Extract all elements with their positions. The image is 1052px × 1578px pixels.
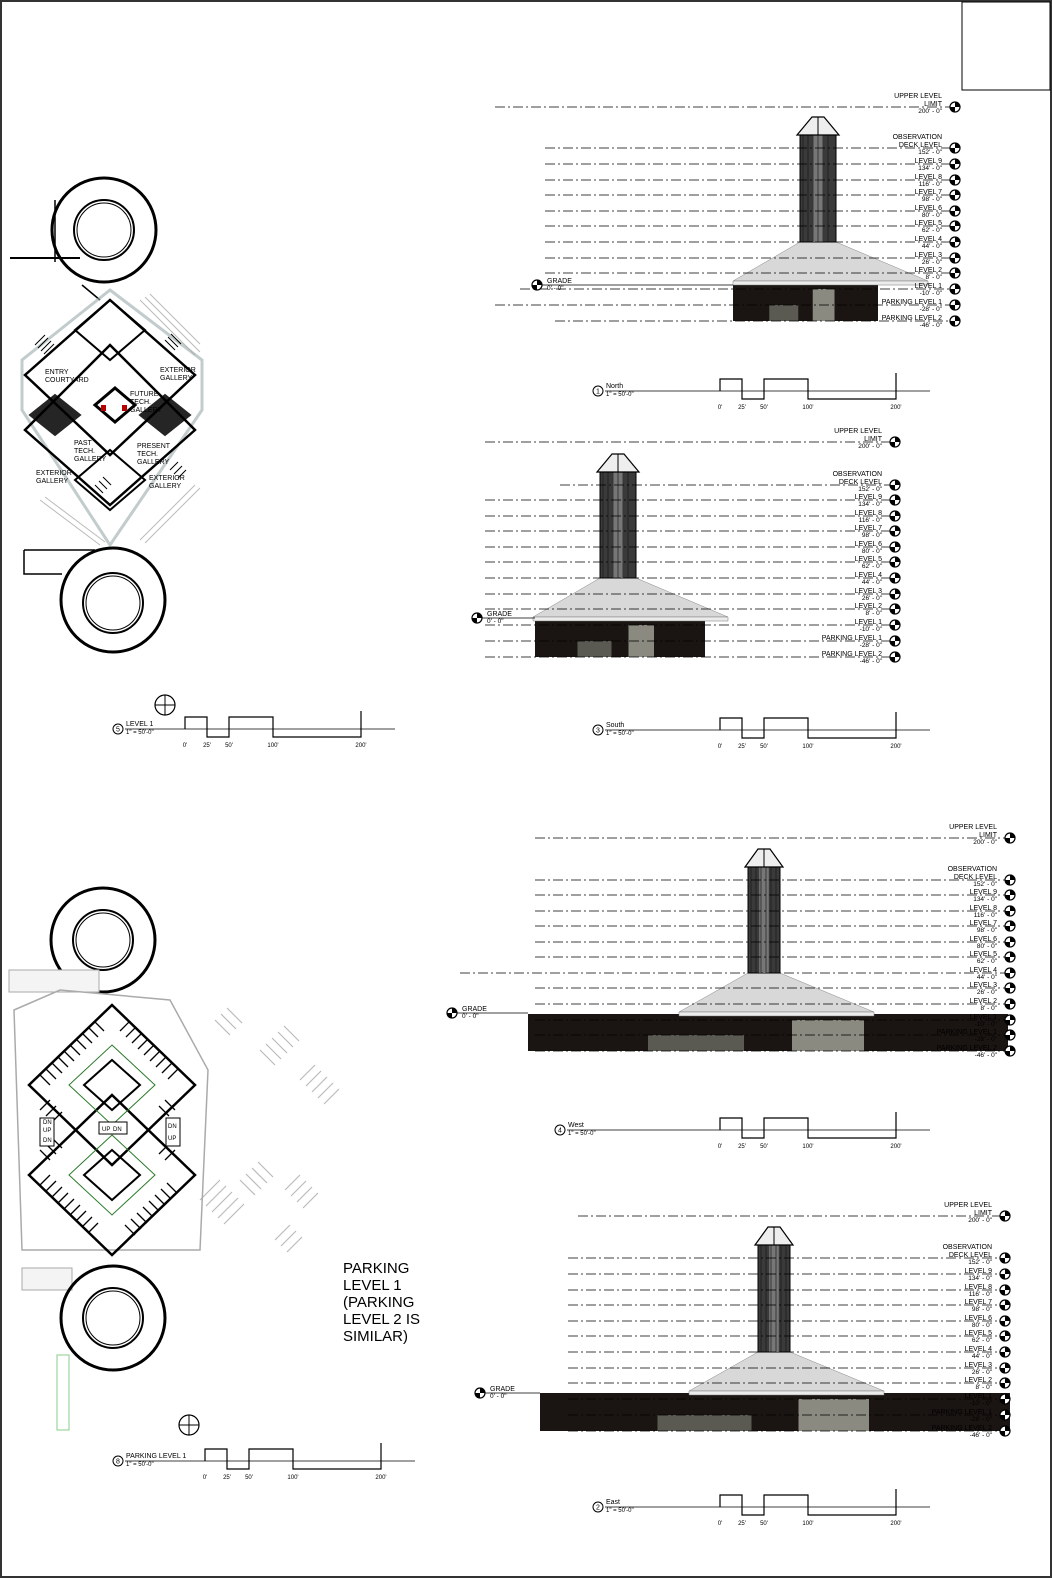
level-name-line1: UPPER LEVEL — [949, 824, 997, 831]
level-elevation: -10' - 0" — [969, 1400, 992, 1407]
view-scale: 1" = 50'-0" — [606, 731, 634, 737]
level-marker-icon — [1005, 983, 1015, 993]
parking-note-2: LEVEL 1 — [343, 1277, 402, 1294]
level-elevation: 8' - 0" — [980, 1005, 997, 1012]
level-marker-icon — [475, 1388, 485, 1398]
level-marker-icon — [1000, 1426, 1010, 1436]
roof-cone — [733, 242, 928, 281]
scale-tick-label: 25' — [738, 1144, 746, 1150]
level-name: LEVEL 3 — [964, 1362, 992, 1369]
podium-shade — [658, 1415, 752, 1431]
title-block-corner — [962, 2, 1050, 90]
level-name: LEVEL 2 — [964, 1377, 992, 1384]
level-elevation: 80' - 0" — [921, 212, 942, 219]
scale-tick-label: 50' — [760, 1144, 768, 1150]
level-name: LEVEL 9 — [964, 1268, 992, 1275]
level-name: PARKING LEVEL 2 — [881, 315, 942, 322]
room-label-past-3: GALLERY — [74, 456, 107, 463]
scale-bar-level1 — [113, 711, 395, 749]
podium-shade — [648, 1035, 744, 1051]
room-label-entry-1: ENTRY — [45, 369, 69, 376]
room-label-past-2: TECH. — [74, 448, 95, 455]
level-marker-icon — [890, 557, 900, 567]
level-name: PARKING LEVEL 1 — [931, 1409, 992, 1416]
level-elevation: 200' - 0" — [968, 1217, 992, 1224]
level-elevation: 134' - 0" — [968, 1275, 992, 1282]
view-scale: 1" = 50'-0" — [126, 1462, 154, 1468]
view-title: PARKING LEVEL 1 — [126, 1453, 187, 1460]
level-name: LEVEL 4 — [914, 236, 942, 243]
level-marker-icon — [1000, 1347, 1010, 1357]
level-elevation: 98' - 0" — [861, 532, 882, 539]
scale-tick-label: 100' — [802, 1521, 814, 1527]
level-name-line1: OBSERVATION — [832, 471, 882, 478]
level-elevation: 152' - 0" — [968, 1259, 992, 1266]
scale-bar-north — [593, 373, 930, 411]
scale-tick-label: 50' — [760, 405, 768, 411]
level-name: LEVEL 7 — [969, 920, 997, 927]
level-elevation: -46' - 0" — [919, 322, 942, 329]
upper-pavilion — [679, 1012, 874, 1016]
level-marker-icon — [950, 206, 960, 216]
level-elevation: -28' - 0" — [969, 1416, 992, 1423]
level-name: LEVEL 5 — [964, 1330, 992, 1337]
level-elevation: 116' - 0" — [918, 181, 942, 188]
level-marker-icon — [1005, 952, 1015, 962]
level-marker-icon — [1000, 1211, 1010, 1221]
view-title: LEVEL 1 — [126, 721, 154, 728]
room-label-future-1: FUTURE — [130, 391, 159, 398]
grade-elevation: 0' - 0" — [487, 618, 504, 625]
scale-bar-graphic — [205, 1443, 381, 1469]
parking-note-5: SIMILAR) — [343, 1328, 409, 1345]
level-name: LEVEL 8 — [914, 174, 942, 181]
level-name-line1: OBSERVATION — [892, 134, 942, 141]
scale-tick-label: 25' — [738, 405, 746, 411]
level-name: LIMIT — [979, 832, 997, 839]
scale-tick-label: 0' — [717, 1144, 723, 1150]
scale-tick-label: 25' — [738, 744, 746, 750]
room-label-extgal-sw-2: GALLERY — [36, 478, 69, 485]
ramp-mark-7: UP — [168, 1136, 177, 1142]
view-scale: 1" = 50'-0" — [126, 730, 154, 736]
level-name: LEVEL 1 — [964, 1393, 992, 1400]
level-name: LIMIT — [864, 436, 882, 443]
elevation-west — [447, 824, 1015, 1059]
scale-tick-label: 0' — [717, 1521, 723, 1527]
level-marker-icon — [890, 652, 900, 662]
podium-shade — [769, 305, 798, 321]
level-elevation: 152' - 0" — [918, 149, 942, 156]
grade-label: GRADE — [462, 1006, 487, 1013]
level-marker-icon — [890, 526, 900, 536]
level-marker-icon — [890, 636, 900, 646]
level-name: LEVEL 9 — [854, 494, 882, 501]
grade-label: GRADE — [490, 1386, 515, 1393]
level-marker-icon — [1000, 1363, 1010, 1373]
roof-cone — [679, 973, 874, 1012]
north-arrow-icon — [179, 1415, 199, 1435]
level-elevation: 152' - 0" — [858, 486, 882, 493]
level-marker-icon — [950, 143, 960, 153]
level-marker-icon — [1000, 1253, 1010, 1263]
scale-tick-label: 100' — [287, 1475, 299, 1481]
scale-tick-label: 200' — [890, 405, 902, 411]
room-label-future-2: TECH. — [130, 399, 151, 406]
level-marker-icon — [1000, 1394, 1010, 1404]
ramp-mark-1: DN — [43, 1120, 52, 1126]
level-name: LEVEL 5 — [969, 951, 997, 958]
level-elevation: -46' - 0" — [974, 1052, 997, 1059]
level-marker-icon — [950, 159, 960, 169]
level-elevation: -10' - 0" — [974, 1021, 997, 1028]
level-elevation: 62' - 0" — [921, 227, 942, 234]
level-name: DECK LEVEL — [948, 1252, 992, 1259]
room-label-extgal-se-1: EXTERIOR — [149, 475, 185, 482]
level-marker-icon — [950, 284, 960, 294]
ramp-mark-4: UP — [102, 1127, 111, 1133]
level-name-line1: UPPER LEVEL — [894, 93, 942, 100]
scale-tick-label: 0' — [717, 405, 723, 411]
bottom-ramp-helix — [24, 548, 165, 652]
top-ramp-helix — [10, 178, 156, 300]
level-name: LEVEL 7 — [964, 1299, 992, 1306]
level-name-line1: UPPER LEVEL — [944, 1202, 992, 1209]
level-marker-icon — [890, 437, 900, 447]
level-marker-icon — [1005, 999, 1015, 1009]
room-label-entry-2: COURTYARD — [45, 377, 89, 384]
level-name: LEVEL 2 — [969, 998, 997, 1005]
level-name: LEVEL 8 — [969, 905, 997, 912]
level-name: LEVEL 2 — [914, 267, 942, 274]
level-marker-icon — [950, 190, 960, 200]
level-elevation: 200' - 0" — [918, 108, 942, 115]
level-name: PARKING LEVEL 2 — [936, 1045, 997, 1052]
level-elevation: 98' - 0" — [921, 196, 942, 203]
elevation-east — [475, 1202, 1010, 1439]
level-marker-icon — [950, 316, 960, 326]
view-title: East — [606, 1499, 621, 1506]
scale-tick-label: 0' — [717, 744, 723, 750]
room-label-present-3: GALLERY — [137, 459, 170, 466]
level-name: LEVEL 4 — [854, 572, 882, 579]
scale-tick-label: 200' — [355, 743, 367, 749]
level-elevation: -46' - 0" — [859, 658, 882, 665]
ramp-mark-2: UP — [43, 1128, 52, 1134]
level-marker-icon — [890, 620, 900, 630]
level-marker-icon — [1005, 1046, 1015, 1056]
scale-tick-label: 200' — [890, 1521, 902, 1527]
level-marker-icon — [950, 300, 960, 310]
podium-shade — [792, 1020, 864, 1051]
elevation-north — [495, 93, 960, 329]
level-name: LEVEL 8 — [854, 510, 882, 517]
level-marker-icon — [1000, 1316, 1010, 1326]
level-name-line1: UPPER LEVEL — [834, 428, 882, 435]
level-name: LEVEL 2 — [854, 603, 882, 610]
level-name: LEVEL 4 — [969, 967, 997, 974]
level-name: PARKING LEVEL 2 — [931, 1425, 992, 1432]
room-label-present-1: PRESENT — [137, 443, 171, 450]
scale-bar-east — [593, 1489, 930, 1527]
view-number: 2 — [596, 1504, 600, 1512]
room-label-present-2: TECH. — [137, 451, 158, 458]
level-name: LEVEL 6 — [854, 541, 882, 548]
scale-tick-label: 50' — [245, 1475, 253, 1481]
elevation-south — [472, 428, 900, 665]
room-label-extgal-se-2: GALLERY — [149, 483, 182, 490]
level-marker-icon — [950, 102, 960, 112]
room-label-past-1: PAST — [74, 440, 92, 447]
parking-note-3: (PARKING — [343, 1294, 415, 1311]
level-elevation: -10' - 0" — [859, 626, 882, 633]
level-elevation: 26' - 0" — [971, 1369, 992, 1376]
level-marker-icon — [1000, 1331, 1010, 1341]
view-number: 8 — [116, 1458, 120, 1466]
scale-bar-graphic — [720, 1112, 896, 1138]
level-name: DECK LEVEL — [953, 874, 997, 881]
level-elevation: 134' - 0" — [973, 896, 997, 903]
level-elevation: 134' - 0" — [858, 501, 882, 508]
level-elevation: 44' - 0" — [861, 579, 882, 586]
level-marker-icon — [890, 573, 900, 583]
upper-pavilion — [533, 617, 728, 621]
level-elevation: -28' - 0" — [919, 306, 942, 313]
view-scale: 1" = 50'-0" — [568, 1131, 596, 1137]
room-label-extgal-ne-1: EXTERIOR — [160, 367, 196, 374]
level-elevation: -46' - 0" — [969, 1432, 992, 1439]
scale-bar-graphic — [720, 1489, 896, 1515]
level-marker-icon — [950, 175, 960, 185]
parking-plan — [9, 888, 420, 1435]
scale-bar-parking — [113, 1443, 415, 1481]
scale-bar-graphic — [720, 712, 896, 738]
level-name: LEVEL 3 — [969, 982, 997, 989]
level-marker-icon — [1005, 890, 1015, 900]
level-name: DECK LEVEL — [898, 142, 942, 149]
level-elevation: 200' - 0" — [858, 443, 882, 450]
room-label-extgal-sw-1: EXTERIOR — [36, 470, 72, 477]
scale-tick-label: 25' — [223, 1475, 231, 1481]
level-marker-icon — [1005, 833, 1015, 843]
level-elevation: 134' - 0" — [918, 165, 942, 172]
level-elevation: 116' - 0" — [858, 517, 882, 524]
level-marker-icon — [890, 604, 900, 614]
level-marker-icon — [1000, 1378, 1010, 1388]
level-elevation: 200' - 0" — [973, 839, 997, 846]
level-elevation: 8' - 0" — [975, 1384, 992, 1391]
scale-tick-label: 100' — [802, 744, 814, 750]
level-name: LEVEL 8 — [964, 1284, 992, 1291]
level-elevation: 26' - 0" — [921, 259, 942, 266]
scale-tick-label: 100' — [802, 405, 814, 411]
scale-tick-label: 100' — [267, 743, 279, 749]
view-number: 1 — [596, 388, 600, 396]
level-marker-icon — [1005, 937, 1015, 947]
roof-cone — [533, 578, 728, 617]
scale-tick-label: 0' — [182, 743, 188, 749]
level-marker-icon — [1005, 1015, 1015, 1025]
view-number: 5 — [116, 726, 120, 734]
view-number: 3 — [596, 727, 600, 735]
level-marker-icon — [447, 1008, 457, 1018]
level-marker-icon — [890, 511, 900, 521]
grade-elevation: 0' - 0" — [462, 1013, 479, 1020]
level-elevation: 152' - 0" — [973, 881, 997, 888]
level-elevation: 62' - 0" — [976, 958, 997, 965]
grade-label: GRADE — [487, 611, 512, 618]
upper-pavilion — [733, 281, 928, 285]
level-name-line1: OBSERVATION — [942, 1244, 992, 1251]
level-elevation: 8' - 0" — [865, 610, 882, 617]
view-number: 4 — [558, 1127, 562, 1135]
level-elevation: 8' - 0" — [925, 274, 942, 281]
level-name-line1: OBSERVATION — [947, 866, 997, 873]
ramp-mark-6: DN — [168, 1124, 177, 1130]
level-elevation: 26' - 0" — [976, 989, 997, 996]
level-marker-icon — [1005, 906, 1015, 916]
upper-pavilion — [689, 1391, 884, 1395]
grade-elevation: 0' - 0" — [547, 285, 564, 292]
level-marker-icon — [950, 268, 960, 278]
parking-note-4: LEVEL 2 IS — [343, 1311, 420, 1328]
level-marker-icon — [890, 542, 900, 552]
level-name: LEVEL 3 — [914, 252, 942, 259]
level-elevation: -28' - 0" — [974, 1036, 997, 1043]
level-name: LEVEL 9 — [969, 889, 997, 896]
scale-tick-label: 200' — [890, 744, 902, 750]
level-name: LIMIT — [924, 101, 942, 108]
level-name: LEVEL 6 — [964, 1315, 992, 1322]
level-elevation: -28' - 0" — [859, 642, 882, 649]
scale-tick-label: 200' — [375, 1475, 387, 1481]
level-name: LEVEL 7 — [854, 525, 882, 532]
scale-tick-label: 25' — [738, 1521, 746, 1527]
scale-tick-label: 50' — [225, 743, 233, 749]
level1-plan — [10, 178, 202, 715]
level-marker-icon — [1000, 1300, 1010, 1310]
level-marker-icon — [950, 221, 960, 231]
level-elevation: -10' - 0" — [919, 290, 942, 297]
ramp-mark-3: DN — [43, 1138, 52, 1144]
level-marker-icon — [950, 237, 960, 247]
level-elevation: 62' - 0" — [971, 1337, 992, 1344]
level-elevation: 62' - 0" — [861, 563, 882, 570]
level-name: PARKING LEVEL 1 — [936, 1029, 997, 1036]
level-name: PARKING LEVEL 1 — [821, 635, 882, 642]
scale-tick-label: 100' — [802, 1144, 814, 1150]
view-title: West — [568, 1122, 584, 1129]
level-elevation: 44' - 0" — [976, 974, 997, 981]
level-name: LEVEL 1 — [914, 283, 942, 290]
scale-tick-label: 50' — [760, 744, 768, 750]
level-elevation: 44' - 0" — [971, 1353, 992, 1360]
level-marker-icon — [1000, 1269, 1010, 1279]
level-marker-icon — [1005, 875, 1015, 885]
level-elevation: 44' - 0" — [921, 243, 942, 250]
view-title: South — [606, 722, 625, 729]
level-name: LEVEL 5 — [914, 220, 942, 227]
level-elevation: 80' - 0" — [971, 1322, 992, 1329]
north-arrow-icon — [155, 695, 175, 715]
level-name: LEVEL 3 — [854, 588, 882, 595]
view-scale: 1" = 50'-0" — [606, 392, 634, 398]
level-marker-icon — [1005, 968, 1015, 978]
level-marker-icon — [472, 613, 482, 623]
level-name: LEVEL 7 — [914, 189, 942, 196]
podium-shade — [578, 641, 612, 657]
scale-tick-label: 200' — [890, 1144, 902, 1150]
room-label-extgal-ne-2: GALLERY — [160, 375, 193, 382]
roof-cone — [689, 1352, 884, 1391]
level-elevation: 98' - 0" — [976, 927, 997, 934]
level-marker-icon — [1000, 1285, 1010, 1295]
level-elevation: 80' - 0" — [976, 943, 997, 950]
ramp-mark-5: DN — [113, 1127, 122, 1133]
elevations — [447, 93, 1015, 1439]
level-elevation: 98' - 0" — [971, 1306, 992, 1313]
level-name: PARKING LEVEL 1 — [881, 299, 942, 306]
level-name: LEVEL 1 — [969, 1014, 997, 1021]
level-name: LEVEL 6 — [969, 936, 997, 943]
level-marker-icon — [890, 589, 900, 599]
level-name: DECK LEVEL — [838, 479, 882, 486]
level-marker-icon — [1000, 1410, 1010, 1420]
level-name: PARKING LEVEL 2 — [821, 651, 882, 658]
grade-elevation: 0' - 0" — [490, 1393, 507, 1400]
level-marker-icon — [950, 253, 960, 263]
level-marker-icon — [890, 495, 900, 505]
scale-tick-label: 0' — [202, 1475, 208, 1481]
level-marker-icon — [532, 280, 542, 290]
room-label-future-3: GALLERY — [130, 407, 163, 414]
level-elevation: 116' - 0" — [968, 1291, 992, 1298]
level-elevation: 80' - 0" — [861, 548, 882, 555]
level-elevation: 116' - 0" — [973, 912, 997, 919]
scale-tick-label: 25' — [203, 743, 211, 749]
scale-bar-west — [555, 1112, 930, 1150]
level-name: LEVEL 5 — [854, 556, 882, 563]
level-name: LIMIT — [974, 1210, 992, 1217]
parking-note-1: PARKING — [343, 1260, 410, 1277]
level-name: LEVEL 4 — [964, 1346, 992, 1353]
level-marker-icon — [1005, 1030, 1015, 1040]
grade-label: GRADE — [547, 278, 572, 285]
scale-bar-graphic — [720, 373, 896, 399]
level-marker-icon — [1005, 921, 1015, 931]
scale-bars — [113, 373, 930, 1527]
scale-bar-graphic — [185, 711, 361, 737]
scale-bar-south — [593, 712, 930, 750]
level-elevation: 26' - 0" — [861, 595, 882, 602]
level-marker-icon — [890, 480, 900, 490]
view-title: North — [606, 383, 624, 390]
view-scale: 1" = 50'-0" — [606, 1508, 634, 1514]
scale-tick-label: 50' — [760, 1521, 768, 1527]
level-name: LEVEL 6 — [914, 205, 942, 212]
level-name: LEVEL 1 — [854, 619, 882, 626]
level-name: LEVEL 9 — [914, 158, 942, 165]
